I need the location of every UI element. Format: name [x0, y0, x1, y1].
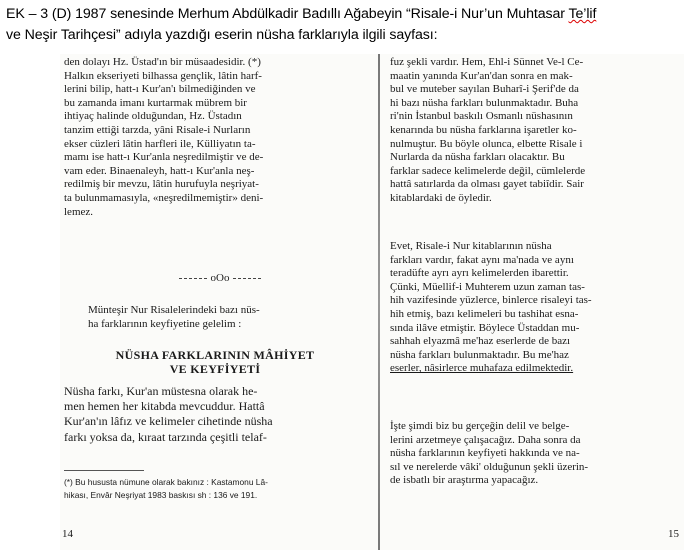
text-line: fuz şekli vardır. Hem, Ehl-i Sünnet Ve-l Ce-: [390, 56, 584, 68]
text-line: Münteşir Nur Risalelerindeki bazı nüs-: [88, 304, 260, 316]
text-line: maatin yanında Kur'an'dan sonra en mak-: [390, 69, 573, 82]
footnote-divider: [64, 470, 144, 471]
scanned-book-spread: [60, 54, 684, 550]
page-number-right: 15: [668, 528, 679, 540]
ornament-dash: [179, 278, 207, 279]
text-line: hi bazı nüsha farkları bulunmaktadır. Buha: [390, 96, 579, 109]
left-paragraph-1: [64, 56, 358, 219]
text-line: sıl ve nerelerde vâki' olduğunun şekli üzerin-: [390, 460, 589, 473]
left-paragraph-2: [88, 304, 358, 331]
text-line: redilmiş bir mevzu, lâtin hurufuyla neşriyat-: [64, 178, 259, 191]
section-ornament: [150, 272, 290, 284]
caption-line-1-text: EK – 3 (D) 1987 senesinde Merhum Abdülkadir Badıllı Ağabeyin “Risale-i Nur’un Muhtasar: [6, 6, 569, 22]
text-line: tanzim ettiği tarzda, yâni Risale-i Nurların: [64, 123, 251, 136]
footnote-line: (*) Bu hususta nümune olarak bakınız : Kastamonu Lâ-: [64, 477, 268, 487]
text-line: nulmuştur. Bu böyle olunca, elbette Risale i: [390, 137, 583, 150]
caption-line-1: [6, 6, 596, 22]
text-line: kenarında bu nüsha farklarına işaretler ko-: [390, 123, 577, 136]
text-line: sında ilâve etmiştir. Böylece Üstaddan mu-: [390, 321, 580, 334]
text-line: ha farklarının keyfiyetine gelelim :: [88, 317, 242, 330]
heading-line: VE KEYFİYETİ: [169, 362, 261, 376]
text-line: ta bulunmamasıyla, «neşredilmemiştir» deni-: [64, 191, 264, 204]
right-paragraph-2: [390, 240, 680, 376]
text-line: Evet, Risale-i Nur kitablarının nüsha: [390, 240, 552, 252]
text-line: farkları vardır, fakat aynı ma'nada ve aynı: [390, 253, 574, 266]
section-heading: [70, 348, 360, 376]
document-caption: [6, 4, 696, 46]
text-line: lerini bilip, hatt-ı Kur'an'ı bilmediğinden ve: [64, 83, 256, 96]
caption-line-2: ve Neşir Tarihçesi” adıyla yazdığı eserin nüsha farklarıyla ilgili sayfası:: [6, 27, 438, 43]
left-paragraph-3: [64, 384, 358, 445]
text-line: bul ve muteber sayılan Buharî-i Şerif'de da: [390, 83, 579, 96]
ornament-dash: [233, 278, 261, 279]
text-line: Nurlarda da nüsha farkları olacaktır. Bu: [390, 151, 565, 164]
right-paragraph-3: [390, 420, 680, 488]
footnote: [64, 476, 360, 502]
text-line: de isbatlı bir araştırma yapacağız.: [390, 474, 539, 487]
text-line: lemez.: [64, 205, 94, 218]
text-line: ekser cüzleri lâtin harfleri ile, Külliyatın ta-: [64, 137, 256, 150]
text-line: den dolayı Hz. Üstad'ın bir müsaadesidir. (*): [64, 56, 261, 68]
text-line: farkı yoksa da, kıraat tarzında çeşitli telaf-: [64, 429, 267, 444]
text-line: nüsha farklarının keyfiyeti hakkında ve na-: [390, 447, 580, 460]
text-line: lerini arzetmeye çalışacağız. Daha sonra da: [390, 433, 581, 446]
text-line: hattâ satırlarda da olması gayet tabiîdir. Sair: [390, 178, 584, 191]
text-line-underlined: eserler, nâsirlerce muhafaza edilmektedir.: [390, 362, 574, 375]
text-line: hih vazifesinde yüzlerce, binlerce risaleyi tas-: [390, 294, 592, 307]
text-line: mamı ise hatt-ı Kur'anla neşredilmiştir ve de-: [64, 151, 264, 164]
text-line: Kur'an'ın lâfız ve kelimeler cihetinde nüsha: [64, 414, 273, 429]
page-number-left: 14: [62, 528, 73, 540]
heading-line: NÜSHA FARKLARININ MÂHİYET: [115, 348, 315, 362]
text-line: teradüfte ayrı ayrı kelimelerden ibarettir.: [390, 267, 569, 280]
text-line: Çünki, Müellif-i Muhterem uzun zaman tas-: [390, 280, 585, 293]
text-line: Halkın ekseriyeti bilhassa gençlik, lâtin harf-: [64, 69, 262, 82]
text-line: hih etmiş, bazı kelimeleri bu tashihat esna-: [390, 307, 579, 320]
left-page: [60, 54, 378, 550]
book-gutter: [378, 54, 380, 550]
text-line: ri'nin İstanbul baskılı Osmanlı nüshasının: [390, 110, 573, 123]
caption-spellcheck-word: Te’lif: [568, 6, 597, 22]
right-page: [382, 54, 684, 550]
text-line: farklar sadece kelimelerde değil, cümlelerde: [390, 164, 586, 177]
text-line: ihtiyaç halinde olduğundan, Hz. Üstadın: [64, 110, 242, 123]
ornament-text: oOo: [210, 272, 230, 284]
text-line: İşte şimdi biz bu gerçeğin delil ve belge-: [390, 420, 570, 432]
text-line: sahhah elyazmâ me'haz eserlerde de bazı: [390, 335, 571, 348]
text-line: nüsha farkları bulunmaktadır. Bu me'haz: [390, 348, 569, 361]
right-paragraph-1: [390, 56, 680, 206]
text-line: bu zamanda imanı kurtarmak mübrem bir: [64, 96, 247, 109]
text-line: kitablardaki de öyledir.: [390, 191, 492, 204]
text-line: men hemen her kitabda mevcuddur. Hattâ: [64, 399, 265, 414]
footnote-line: hikası, Envâr Neşriyat 1983 baskısı sh : 136 ve 191.: [64, 490, 258, 500]
text-line: vam eder. Binaenaleyh, hatt-ı Kur'anla neş-: [64, 164, 255, 177]
text-line: Nüsha farkı, Kur'an müstesna olarak he-: [64, 384, 258, 398]
